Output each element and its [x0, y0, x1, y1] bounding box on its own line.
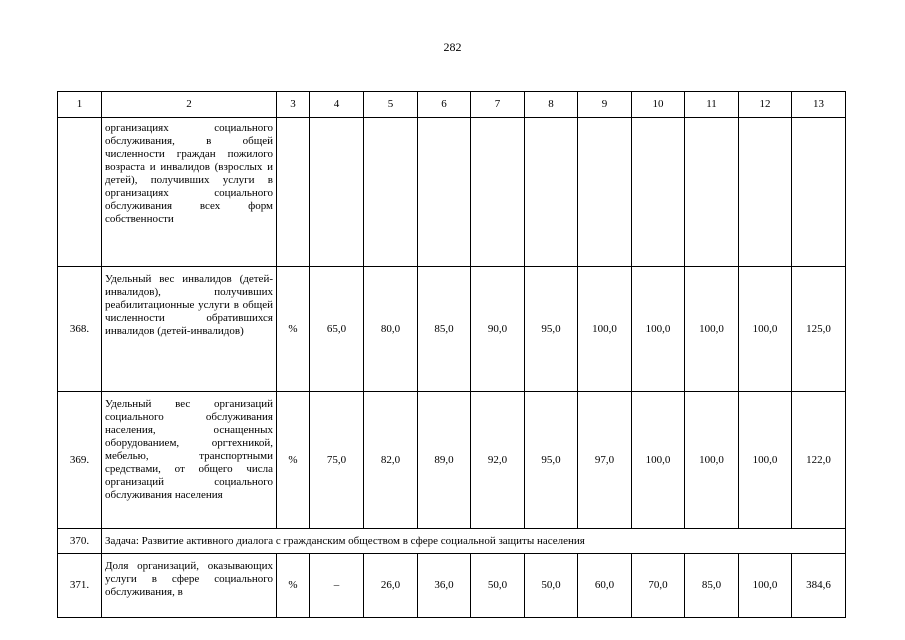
header-cell: 5 — [364, 92, 418, 118]
value-cell: 80,0 — [364, 267, 418, 392]
value-cell: 50,0 — [525, 554, 578, 618]
value-cell: 95,0 — [525, 392, 578, 529]
value-cell: 65,0 — [310, 267, 364, 392]
value-cell: 100,0 — [685, 267, 739, 392]
num-cell: 371. — [58, 554, 102, 618]
value-cell — [418, 118, 471, 267]
value-cell — [578, 118, 632, 267]
value-cell: 100,0 — [632, 392, 685, 529]
value-cell: 85,0 — [418, 267, 471, 392]
table-row — [58, 267, 846, 392]
description-cell: Удельный вес инвалидов (детей-инвалидов), получивших реабилитационные услуги в общей численности обратившихся инвалидов (детей-инвалидов) — [102, 267, 277, 392]
task-row — [58, 529, 846, 554]
indicators-table — [57, 91, 846, 618]
header-cell: 3 — [277, 92, 310, 118]
unit-cell: % — [277, 392, 310, 529]
task-cell: Задача: Развитие активного диалога с гражданским обществом в сфере социальной защиты населения — [102, 529, 846, 554]
unit-cell — [277, 118, 310, 267]
header-cell: 13 — [792, 92, 846, 118]
value-cell: 36,0 — [418, 554, 471, 618]
header-cell: 2 — [102, 92, 277, 118]
value-cell: 95,0 — [525, 267, 578, 392]
value-cell: 100,0 — [739, 554, 792, 618]
num-cell — [58, 118, 102, 267]
unit-cell: % — [277, 267, 310, 392]
value-cell: 75,0 — [310, 392, 364, 529]
value-cell — [364, 118, 418, 267]
value-cell: 122,0 — [792, 392, 846, 529]
value-cell: 26,0 — [364, 554, 418, 618]
table-row-continued — [58, 118, 846, 267]
header-cell: 9 — [578, 92, 632, 118]
header-cell: 12 — [739, 92, 792, 118]
page-number: 282 — [443, 40, 462, 54]
num-cell: 368. — [58, 267, 102, 392]
value-cell: 90,0 — [471, 267, 525, 392]
value-cell — [739, 118, 792, 267]
value-cell: – — [310, 554, 364, 618]
value-cell: 82,0 — [364, 392, 418, 529]
value-cell: 85,0 — [685, 554, 739, 618]
value-cell — [525, 118, 578, 267]
description-cell: Удельный вес организаций социального обслуживания населения, оснащенных оборудованием, оргтехникой, мебелью, транспортными средствами, от общего числа организаций социального обслуживания населения — [102, 392, 277, 529]
table-row — [58, 392, 846, 529]
value-cell: 100,0 — [739, 267, 792, 392]
header-cell: 11 — [685, 92, 739, 118]
description-cell: Доля организаций, оказывающих услуги в сфере социального обслуживания, в — [102, 554, 277, 618]
value-cell: 100,0 — [685, 392, 739, 529]
unit-cell: % — [277, 554, 310, 618]
header-cell: 1 — [58, 92, 102, 118]
header-row — [58, 92, 846, 118]
value-cell: 125,0 — [792, 267, 846, 392]
description-cell: организациях социального обслуживания, в общей численности граждан пожилого возраста и инвалидов (взрослых и детей), получивших услуги в организациях социального обслуживания всех форм собственности — [102, 118, 277, 267]
value-cell: 89,0 — [418, 392, 471, 529]
value-cell — [471, 118, 525, 267]
header-cell: 4 — [310, 92, 364, 118]
table-row — [58, 554, 846, 618]
header-cell: 6 — [418, 92, 471, 118]
header-cell: 7 — [471, 92, 525, 118]
value-cell — [792, 118, 846, 267]
value-cell — [685, 118, 739, 267]
value-cell — [310, 118, 364, 267]
value-cell: 70,0 — [632, 554, 685, 618]
value-cell: 100,0 — [578, 267, 632, 392]
num-cell: 370. — [58, 529, 102, 554]
value-cell: 97,0 — [578, 392, 632, 529]
header-cell: 8 — [525, 92, 578, 118]
header-cell: 10 — [632, 92, 685, 118]
value-cell: 384,6 — [792, 554, 846, 618]
value-cell: 100,0 — [632, 267, 685, 392]
value-cell: 100,0 — [739, 392, 792, 529]
value-cell — [632, 118, 685, 267]
value-cell: 92,0 — [471, 392, 525, 529]
value-cell: 60,0 — [578, 554, 632, 618]
num-cell: 369. — [58, 392, 102, 529]
value-cell: 50,0 — [471, 554, 525, 618]
